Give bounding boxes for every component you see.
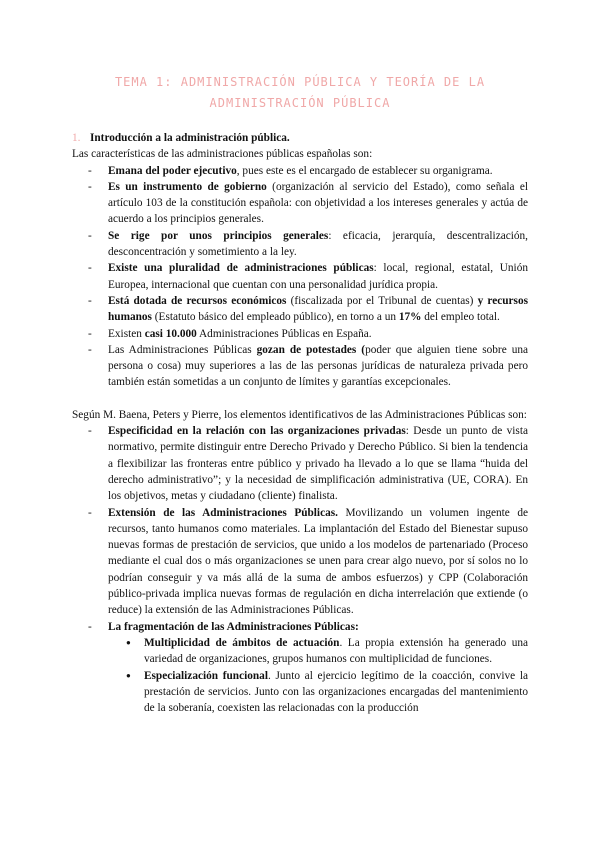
section-intro: Las características de las administraciones públicas españolas son: bbox=[72, 148, 373, 161]
sublist-item: ● Especialización funcional. Junto al ejercicio legítimo de la coacción, convive la prestación de servicios. Junto con las organizaciones encargadas del mantenimiento de la soberanía, coexisten las relacionadas con la producción bbox=[144, 668, 528, 717]
sublist-item: ● Multiplicidad de ámbitos de actuación. La propia extensión ha generado una variedad de organizaciones, grupos humanos con multiplicidad de funciones. bbox=[144, 635, 528, 668]
list-item: - La fragmentación de las Administraciones Públicas: ● Multiplicidad de ámbitos de actuación. La propia extensión ha generado una variedad de organizaciones, grupos humanos con multiplicidad de funciones. ● Especialización funcional. Junto al ejercicio legítimo de la coacción, convive la prestación de servicios. Junto con las organizaciones encargadas del mantenimiento de la soberanía, coexisten las relacionadas con la producción bbox=[108, 619, 528, 717]
list-item: - Las Administraciones Públicas gozan de potestades (poder que alguien tiene sobre una persona o cosa) muy superiores a las de las personas jurídicas de naturaleza privada pero también están sometidas a un conjunto de límites y garantías excepcionales. bbox=[108, 342, 528, 391]
list-item: - Es un instrumento de gobierno (organización al servicio del Estado), como señala el artículo 103 de la constitución española: con objetividad a los intereses generales y actúa de acuerdo a los principios generales. bbox=[108, 179, 528, 228]
section-heading-text: Introducción a la administración pública. bbox=[90, 132, 290, 144]
title-line-1: TEMA 1: ADMINISTRACIÓN PÚBLICA Y TEORÍA DE LA bbox=[114, 75, 486, 89]
characteristics-list bbox=[72, 163, 528, 391]
list-item: - Se rige por unos principios generales: eficacia, jerarquía, descentralización, desconcentración y sometimiento a la ley. bbox=[108, 228, 528, 261]
section-heading bbox=[72, 130, 528, 146]
elements-list bbox=[72, 423, 528, 716]
section-2-intro: Según M. Baena, Peters y Pierre, los elementos identificativos de las Administraciones Públicas son: bbox=[72, 408, 527, 421]
list-item: - Está dotada de recursos económicos (fiscalizada por el Tribunal de cuentas) y recursos humanos (Estatuto básico del empleado público), en torno a un 17% del empleo total. bbox=[108, 293, 528, 326]
document-body bbox=[72, 130, 528, 716]
list-item: - Extensión de las Administraciones Públicas. Movilizando un volumen ingente de recursos, tanto humanos como materiales. La implantación del Estado del Bienestar supuso nuevas formas de prestación de servicios, que unido a los modelos de partenariado (Proceso mediante el cual dos o más organizaciones se unen para crear algo nuevo, por sí solos no lo podrían conseguir y va más allá de la suma de ambos esfuerzos) y CPP (Colaboración público-privada implica nuevas formas de regulación en dicha interrelación que extiende (o reduce) la extensión de las Administraciones Públicas. bbox=[108, 505, 528, 619]
list-item: - Existe una pluralidad de administraciones públicas: local, regional, estatal, Unión Europea, internacional que cuentan con una personalidad jurídica propia. bbox=[108, 260, 528, 293]
title-line-2: ADMINISTRACIÓN PÚBLICA bbox=[209, 96, 391, 110]
list-item: - Emana del poder ejecutivo, pues este es el encargado de establecer su organigrama. bbox=[108, 163, 528, 179]
list-item: - Existen casi 10.000 Administraciones Públicas en España. bbox=[108, 326, 528, 342]
list-item: - Especificidad en la relación con las organizaciones privadas: Desde un punto de vista normativo, permite distinguir entre Derecho Privado y Derecho Público. Si bien la tendencia a flexibilizar las fronteras entre público y privado ha llevado a lo que se llama “huida del derecho administrativo”; y la necesidad de simplificación administrativa (UE, CORA). En los objetivos, metas y ciudadano (cliente) finalista. bbox=[108, 423, 528, 504]
section-number: 1. bbox=[72, 132, 81, 144]
fragmentation-sublist bbox=[108, 635, 528, 716]
document-title bbox=[60, 72, 540, 114]
